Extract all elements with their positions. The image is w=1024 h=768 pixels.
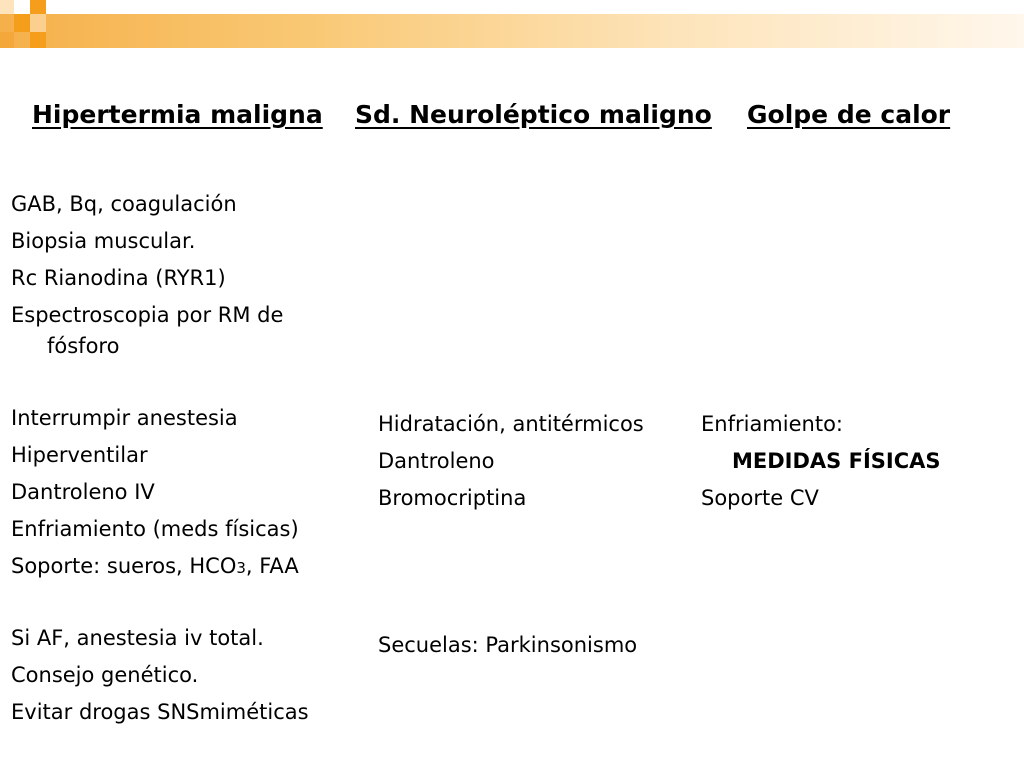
header-golpe-de-calor: Golpe de calor: [747, 100, 951, 129]
list-item: Enfriamiento (meds físicas): [11, 517, 299, 541]
support-subscript: 3: [236, 559, 246, 577]
treatment-snm-list: [378, 406, 644, 517]
list-item-continuation: fósforo: [47, 334, 120, 358]
list-item: Espectroscopia por RM de: [11, 303, 284, 327]
list-item-emphasis: MEDIDAS FÍSICAS: [732, 449, 941, 473]
list-item-support: [11, 548, 299, 587]
treatment-gc-list: [701, 406, 941, 517]
header-sd-neuroleptico-maligno: Sd. Neuroléptico maligno: [355, 100, 712, 129]
decorative-top-bar: [0, 14, 1024, 48]
header-hipertermia-maligna: Hipertermia maligna: [32, 100, 323, 129]
list-item: Hidratación, antitérmicos: [378, 412, 644, 436]
treatment-hm-list: [11, 400, 299, 587]
list-item: Biopsia muscular.: [11, 229, 196, 253]
list-item: GAB, Bq, coagulación: [11, 192, 237, 216]
prevention-list: [11, 620, 309, 731]
list-item: Soporte CV: [701, 486, 819, 510]
list-item: Dantroleno: [378, 449, 495, 473]
list-item: Enfriamiento:: [701, 412, 843, 436]
support-prefix: Soporte: sueros, HCO: [11, 554, 237, 578]
sequelae-text: [378, 627, 637, 664]
list-item: Secuelas: Parkinsonismo: [378, 633, 638, 657]
list-item: Si AF, anestesia iv total.: [11, 626, 264, 650]
list-item: Dantroleno IV: [11, 480, 155, 504]
list-item: Consejo genético.: [11, 663, 199, 687]
list-item: Rc Rianodina (RYR1): [11, 266, 226, 290]
list-item: Evitar drogas SNSmiméticas: [11, 700, 309, 724]
list-item: Hiperventilar: [11, 443, 148, 467]
list-item: Interrumpir anestesia: [11, 406, 238, 430]
list-item: Bromocriptina: [378, 486, 527, 510]
support-suffix: , FAA: [245, 554, 299, 578]
diagnosis-list: [11, 186, 283, 365]
